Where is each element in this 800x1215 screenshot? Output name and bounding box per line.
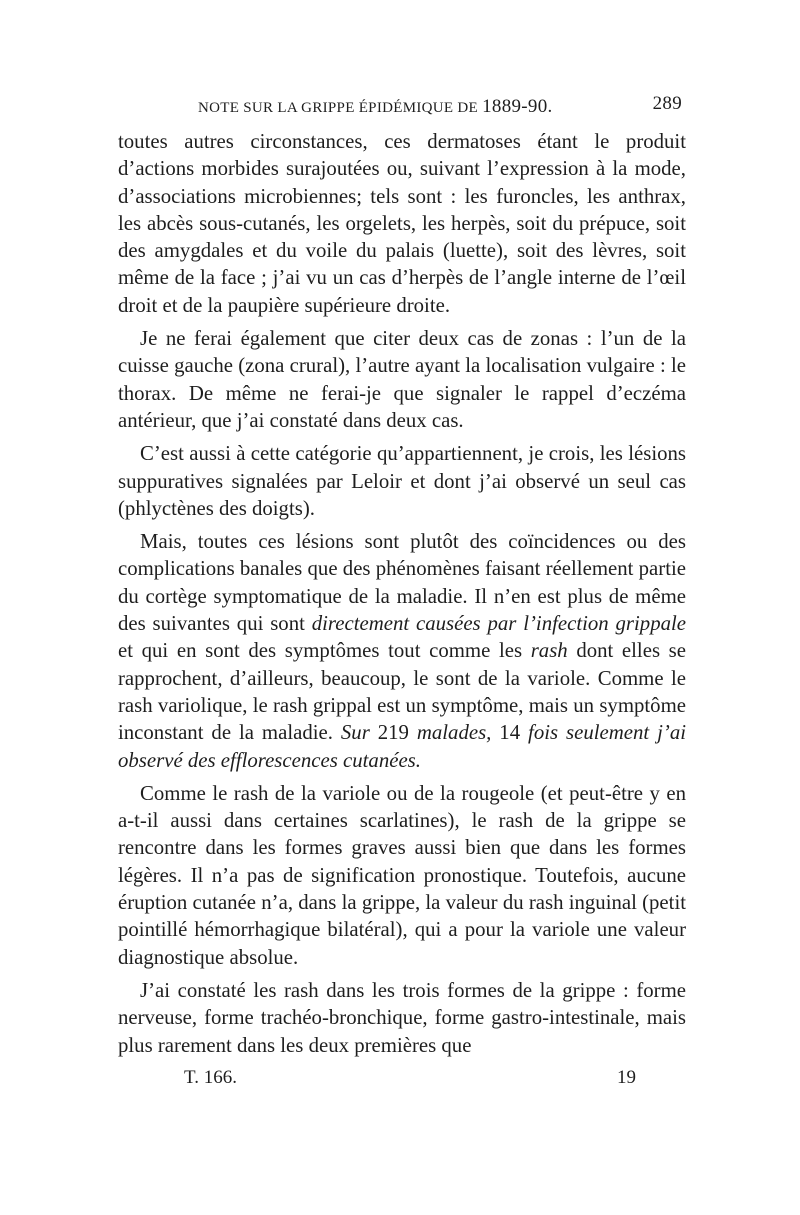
running-title-text: NOTE SUR LA GRIPPE ÉPIDÉMIQUE DE <box>198 100 479 116</box>
text-run: Comme le rash de la variole ou de la rougeole (et peut-être y en a-t-il aussi dans certaines scarlatines), le rash de la grippe se rencontre dans les formes graves aussi bien que dans les formes légères. Il n’a pas de signification pronostique. Toutefois, aucune éruption cutanée n’a, dans la grippe, la valeur du rash inguinal (petit pointillé hémorrhagique bilatéral), qui a pour la variole une valeur diagnostique absolue. <box>118 781 686 969</box>
italic-run: fois seulement j’ai observé des efflorescences cutanées. <box>118 721 687 772</box>
italic-run: Sur <box>340 721 370 745</box>
text-run: Je ne ferai également que citer deux cas de zonas : l’un de la cuisse gauche (zona crural), l’autre ayant la localisation vulgaire : le thorax. De même ne ferai-je que signaler le rappel d’eczéma antérieur, que j’ai constaté dans deux cas. <box>118 327 686 432</box>
text-run: 14 <box>491 721 529 745</box>
paragraph-p3 <box>118 440 686 522</box>
paragraph-p1 <box>118 128 686 319</box>
text-run: J’ai constaté les rash dans les trois formes de la grippe : forme nerveuse, forme trachéo-bronchique, forme gastro-intestinale, mais plus rarement dans les deux premières que <box>118 978 686 1057</box>
page-number: 289 <box>652 93 682 114</box>
body-text <box>118 128 686 1059</box>
running-title-years: 1889-90. <box>482 96 553 117</box>
paragraph-p4 <box>118 528 686 774</box>
text-run: dont elles se rapprochent, d’ailleurs, beaucoup, le sont de la variole. Comme le rash variolique, le rash grippal est un symptôme, mais un symptôme inconstant de la maladie. <box>118 639 686 745</box>
paragraph-p6 <box>118 977 686 1059</box>
book-page <box>118 88 686 1097</box>
signature-mark: T. 166. <box>184 1066 237 1088</box>
running-title <box>198 96 553 118</box>
paragraph-p5 <box>118 780 686 971</box>
text-run: 219 <box>369 721 417 745</box>
paragraph-p2 <box>118 325 686 434</box>
text-run: C’est aussi à cette catégorie qu’appartiennent, je crois, les lésions suppuratives signalées par Leloir et dont j’ai observé un seul cas (phlyctènes des doigts). <box>118 442 686 520</box>
text-run: et qui en sont des symptômes tout comme les <box>118 639 531 663</box>
italic-run: directement causées par l’infection grippale <box>311 612 686 636</box>
quire-number: 19 <box>617 1066 636 1088</box>
page-footer <box>118 1067 686 1097</box>
running-head <box>118 88 686 128</box>
text-run: toutes autres circonstances, ces dermatoses étant le produit d’actions morbides surajoutées ou, suivant l’expression à la mode, d’associations microbiennes; tels sont : les furoncles, les anthrax, les abcès sous-cutanés, les orgelets, les herpès, soit du prépuce, soit des amygdales et du voile du palais (luette), soit des lèvres, soit même de la face ; j’ai vu un cas d’herpès de l’angle interne de l’œil droit et de la paupière supérieure droite. <box>118 130 686 317</box>
text-run: Mais, toutes ces lésions sont plutôt des coïncidences ou des complications banales que des phénomènes faisant réellement partie du cortège symptomatique de la maladie. Il n’en est plus de même des suivantes qui sont <box>118 530 686 636</box>
italic-run: malades, <box>416 721 492 745</box>
italic-run: rash <box>530 639 568 663</box>
